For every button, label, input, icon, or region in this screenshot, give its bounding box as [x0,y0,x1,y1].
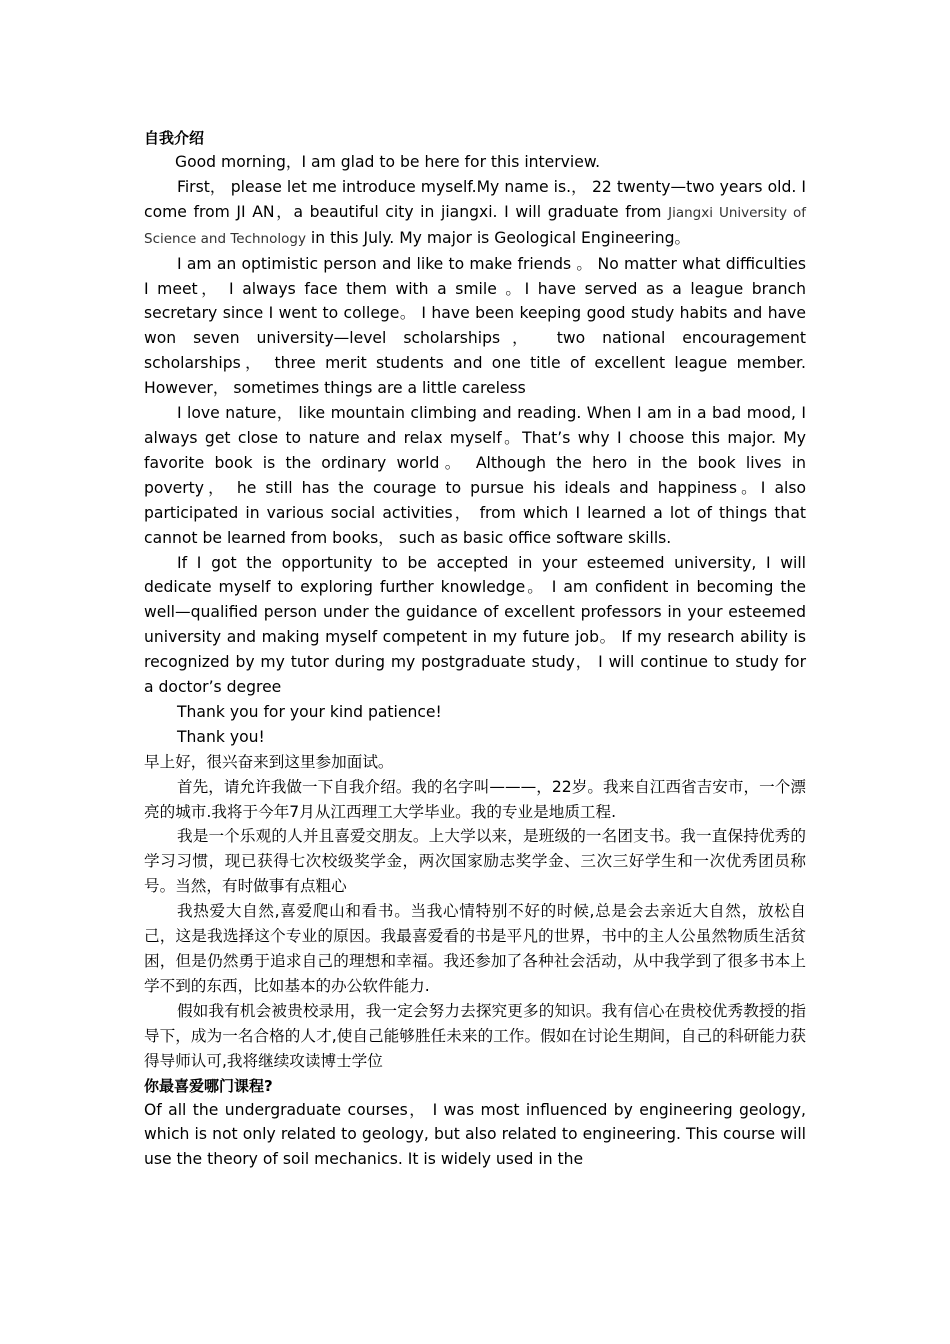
en-paragraph-1-part-a: First， please let me introduce myself.My name is.， 22 twenty—two years old. I come from JI AN，a beautiful city in jiangxi. I will graduate from [144,177,806,221]
zh-paragraph-1: 首先，请允许我做一下自我介绍。我的名字叫———，22岁。我来自江西省吉安市，一个漂亮的城市.我将于今年7月从江西理工大学毕业。我的专业是地质工程. [144,777,806,821]
en-paragraph-1 [144,175,806,252]
zh-greeting: 早上好，很兴奋来到这里参加面试。 [144,752,394,771]
document-body [144,126,806,1172]
zh-paragraph-3: 我热爱大自然,喜爱爬山和看书。当我心情特别不好的时候,总是会去亲近大自然，放松自己，这是我选择这个专业的原因。我最喜爱看的书是平凡的世界，书中的主人公虽然物质生活贫困，但是仍然勇于追求自己的理想和幸福。我还参加了各种社会活动，从中我学到了很多书本上学不到的东西，比如基本的办公软件能力. [144,902,806,995]
en-paragraph-1-part-b: in this July. My major is Geological Engineering。 [305,228,691,247]
section-heading-self-introduction: 自我介绍 [144,129,205,147]
zh-paragraph-4: 假如我有机会被贵校录用，我一定会努力去探究更多的知识。我有信心在贵校优秀教授的指导下，成为一名合格的人才,使自己能够胜任未来的工作。假如在讨论生期间，自己的科研能力获得导师认可,我将继续攻读博士学位 [144,1001,806,1070]
school-name: Jiangxi University of Science and Technology [144,204,806,247]
en-paragraph-3: I love nature， like mountain climbing and reading. When I am in a bad mood, I always get close to nature and relax myself。That’s why I choose this major. My favorite book is the ordinary world。 Although the hero in the book lives in poverty， he still has the courage to pursue his ideals and happiness。I also participated in various social activities， from which I learned a lot of things that cannot be learned from books， such as basic office software skills. [144,404,806,547]
en-thanks-patience: Thank you for your kind patience! [177,702,442,721]
en-paragraph-4: If I got the opportunity to be accepted in your esteemed university, I will dedicate myself to exploring further knowledge。 I am confident in becoming the well—qualified person under the guidance of excellent professors in your esteemed university and making myself competent in my future job。 If my research ability is recognized by my tutor during my postgraduate study， I will continue to study for a doctor’s degree [144,553,806,697]
en-paragraph-2: I am an optimistic person and like to make friends 。 No matter what difficulties I meet， I always face them with a smile 。I have served as a league branch secretary since I went to college。 I have been keeping good study habits and have won seven university—level scholarships， two national encouragement scholarships， three merit students and one title of excellent league member. However， sometimes things are a little careless [144,254,806,398]
zh-paragraph-2: 我是一个乐观的人并且喜爱交朋友。上大学以来，是班级的一名团支书。我一直保持优秀的学习习惯，现已获得七次校级奖学金，两次国家励志奖学金、三次三好学生和一次优秀团员称号。当然，有时做事有点粗心 [144,827,806,896]
course-answer: Of all the undergraduate courses， I was most influenced by engineering geology, which is not only related to geology, but also related to engineering. This course will use the theory of soil mechanics. It is widely used in the [144,1100,806,1169]
en-greeting: Good morning，I am glad to be here for this interview. [175,153,601,171]
section-heading-favorite-course: 你最喜爱哪门课程? [144,1076,273,1095]
en-thanks: Thank you! [177,727,265,746]
